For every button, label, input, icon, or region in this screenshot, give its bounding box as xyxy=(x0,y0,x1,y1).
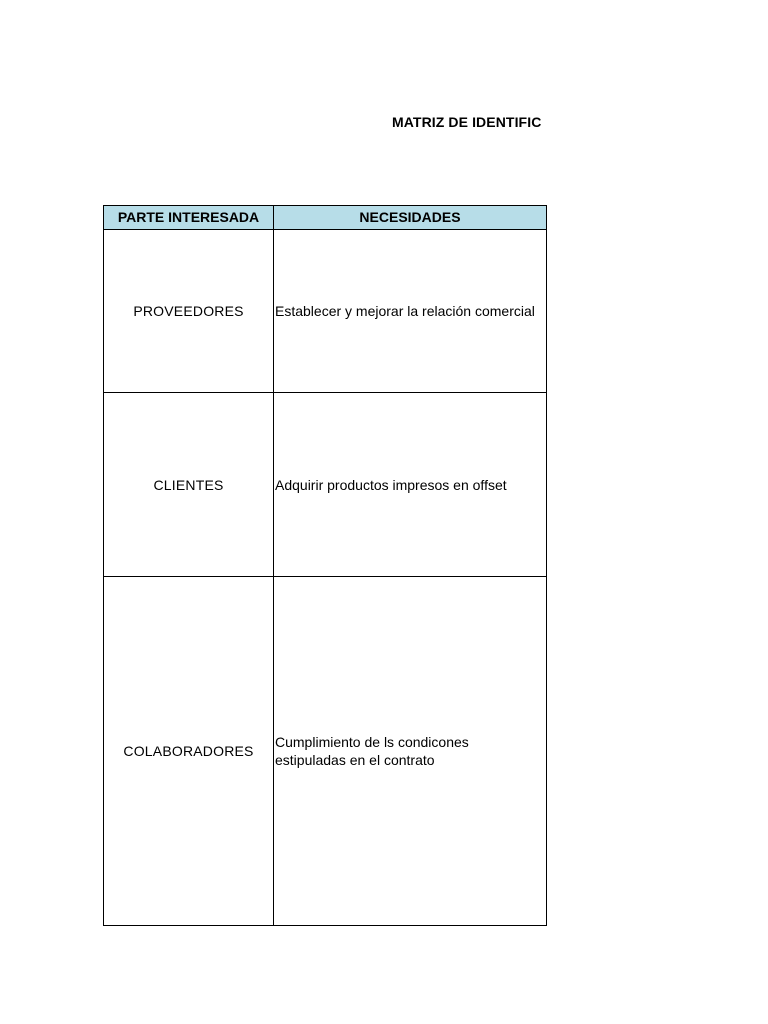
need-cell: Establecer y mejorar la relación comercial xyxy=(274,230,547,393)
header-necesidades: NECESIDADES xyxy=(274,206,547,230)
need-cell: Cumplimiento de ls condicones estipuladas en el contrato xyxy=(274,577,547,926)
header-parte-interesada: PARTE INTERESADA xyxy=(104,206,274,230)
party-cell: COLABORADORES xyxy=(104,577,274,926)
document-title: MATRIZ DE IDENTIFIC xyxy=(392,114,542,130)
need-cell: Adquirir productos impresos en offset xyxy=(274,393,547,577)
party-cell: CLIENTES xyxy=(104,393,274,577)
table-row xyxy=(104,230,547,393)
table-row xyxy=(104,577,547,926)
table-row xyxy=(104,393,547,577)
table-header-row xyxy=(104,206,547,230)
title-container xyxy=(392,112,548,134)
stakeholder-matrix-table xyxy=(103,205,547,926)
party-cell: PROVEEDORES xyxy=(104,230,274,393)
